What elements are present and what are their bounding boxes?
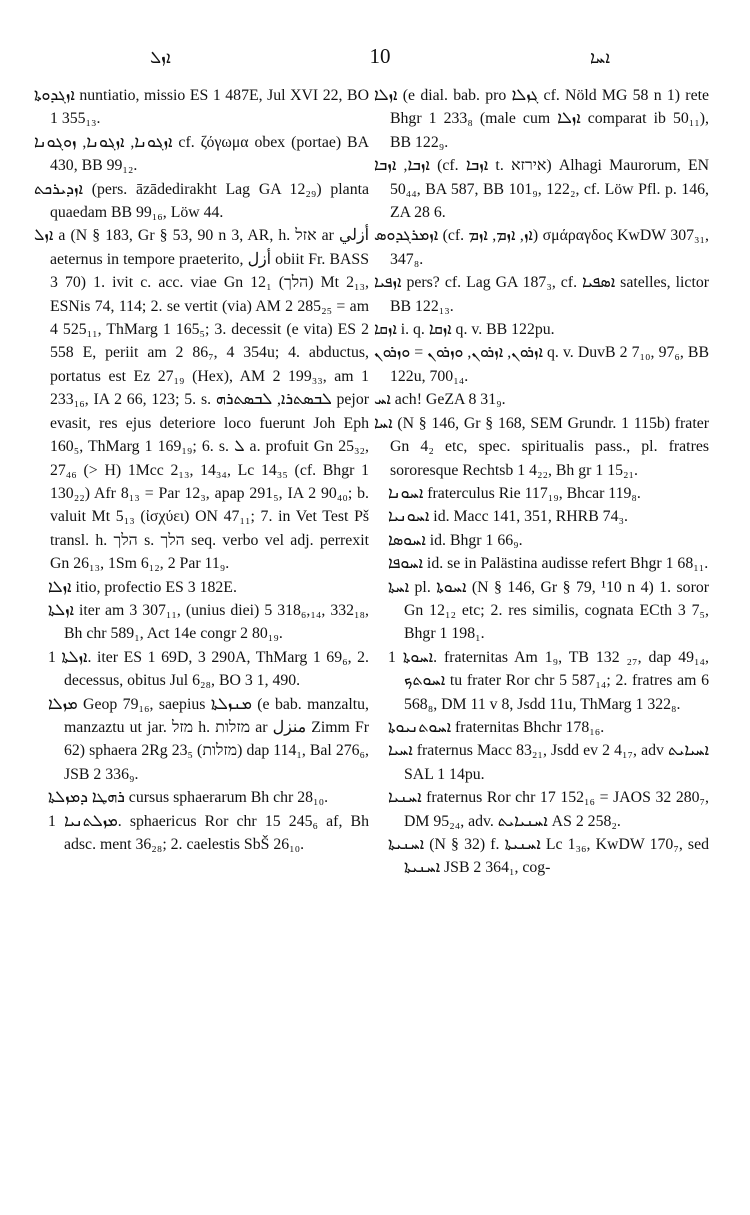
entry: ܐܙܡܪܓܕܘܣ (cf. ܐܙ, ܐܙܡ, ܐܙܡ) σμάραγδος KwDW 307₃₁, 347₈. xyxy=(374,227,709,268)
entry: ܐܚܝܐ fraternus Macc 83₂₁, Jsdd ev 2 4₁₇, adv ܐܚܝܐܝܬ SAL 1 14pu. xyxy=(388,742,709,783)
entry: ܡܙܠܬܢܝܐ 1. sphaericus Ror chr 15 245₆ af, Bh adsc. ment 36₂₈; 2. caelestis SbŠ 26₁₀. xyxy=(48,812,369,853)
entry: ܐܙܕܝܪܟܬ (pers. āzādedirakht Lag GA 12₂₉) planta quaedam BB 99₁₆, Löw 44. xyxy=(34,180,369,222)
entry: ܡܙܠܐ Geop 79₁₆, saepius ܡܢܙܠܬܐ (e bab. manzaltu, manzaztu ut jar. מזל h. מזלות ar منزل Zimm Fr 62) sphaera 2Rg 23₅ (מזלות) dap 114₁, Bal 276₆, JSB 2 336₉. xyxy=(48,695,369,783)
page-header xyxy=(150,44,610,74)
entry: ܐܙܪܘܢ, ܐܙܪܘܢ, ܘܙܪܘܢ = ܘܙܪܘܢ q. v. DuvB 2 7₁₀, 97₆, BB 122u, 700₁₄. xyxy=(374,344,709,385)
entry: ܐܙܠ a (N § 183, Gr § 53, 90 n 3, AR, h. אזל ar أزلي aeternus in tempore praeterito, أزل obiit Fr. BASS 3 70) 1. ivit c. acc. viae Gn 12₁ (הלך) Mt 2₁₃, ESNis 74, 114; 2. se vertit (via) AM 2 285₂₅ = am 4 525₁₁, ThMarg 1 165₅; 3. decessit (e vita) ES 2 558 E, periit am 2 86₇, 4 354u; 4. abductus, portatus est Ez 27₁₉ (Hex), AM 2 199₃₃, am 1 233₁₆, IA 2 66, 123; 5. s. ܠܒܣܬܪܐ, ܠܒܣܬܪܗ pejor evasit, res ejus deteriore loco fuerunt Joh Eph 160₅, ThMarg 1 169₁₉; 6. s. ܠ a. profuit Gn 25₃₂, 27₄₆ (> H) 1Mcc 2₁₃, 14₃₄, Lc 14₃₅ (cf. Bhgr 1 130₂₂) Afr 8₁₃ = Par 12₃, apap 291₅, IA 2 90₄₀; b. valuit Mt 5₁₃ (ἰσχύει) ON 47₁₁; 7. in Vet Test Pš transl. h. הלך s. הלך seq. verbo vel adj. perrexit Gn 26₁₃, 1Sm 6₁₂, 2 Par 11₉. xyxy=(34,227,369,573)
right-column xyxy=(374,84,709,1199)
entry: ܐܙܓܘܢܐ, ܐܙܓܘܢܐ, ܙܘܓܘܢܐ cf. ζόγωμα obex (portae) BA 430, BB 99₁₂. xyxy=(34,133,369,175)
entry: ܐܙܠܬܐ 1. iter ES 1 69D, 3 290A, ThMarg 1 69₆, 2. decessus, obitus Jul 6₂₈, BO 3 1, 490. xyxy=(48,648,369,690)
entry: ܐܚܘܣܐ id. Bhgr 1 66₉. xyxy=(388,531,523,549)
page-number: 10 xyxy=(369,44,391,68)
header-left-word: ܐܙܠ xyxy=(150,48,171,68)
entry: ܐܚܘܬܐ 1. fraternitas Am 1₉, TB 132 ₂₇, dap 49₁₄, ܐܚܘܬܟ tu frater Ror chr 5 587₁₄; 2. fratres am 6 568₈, DM 11 v 8, Jsdd 11u, ThMarg 1 322₈. xyxy=(388,648,709,713)
entry: ܐܚܘܬܢܝܘܬܐ fraternitas Bhchr 178₁₆. xyxy=(388,718,605,736)
entry: ܐܚܐ (N § 146, Gr § 168, SEM Grundr. 1 115b) frater Gn 4₂ etc, spec. spiritualis pass., pl. fratres sororesque Rechtsb 1 4₂₂, Bh gr 1 15₂₁. xyxy=(374,414,709,479)
entry: ܐܚܢܝܐ fraternus Ror chr 17 152₁₆ = JAOS 32 280₇, DM 95₂₄, adv. ܐܚܢܝܐܝܬ AS 2 258₂. xyxy=(388,789,709,830)
entry: ܐܙܒܐ, ܐܙܒܐ (cf. ܐܙܒܐ t. אירזא) Alhagi Maurorum, EN 50₄₄, BA 587, BB 101₉, 122₂, cf. Löw Pfl. p. 146, ZA 28 6. xyxy=(374,157,709,222)
entry: ܐܚܢܝܬܐ (N § 32) f. ܐܚܢܝܬܐ Lc 1₃₆, KwDW 170₇, sed ܐܚܢܝܬܐ JSB 2 364₁, cog- xyxy=(388,836,709,877)
entry: ܐܚ ach! GeZA 8 31₉. xyxy=(374,391,506,409)
entry: ܐܚܬܐ pl. ܐܚܘܬܐ (N § 146, Gr § 79, ¹10 n 4) 1. soror Gn 12₁₂ etc; 2. res similis, cognata ECth 3 7₅, Bhgr 1 198₁. xyxy=(388,578,709,643)
entry: ܐܙܠܬܐ iter am 3 307₁₁, (unius diei) 5 318₆,₁₄, 332₁₈, Bh chr 589₁, Act 14e congr 2 80₁₉. xyxy=(48,601,369,643)
left-column xyxy=(34,84,369,1199)
entry: ܐܚܘܢܝܐ id. Macc 141, 351, RHRB 74₃. xyxy=(388,508,628,526)
entry: ܐܙܠܐ (e dial. bab. pro ܓܙܠܐ cf. Nöld MG 58 n 1) rete Bhgr 1 233₈ (male cum ܐܙܠܐ comparat ib 50₁₁), BB 122₉. xyxy=(374,87,709,151)
entry: ܐܙܦܝܐ pers? cf. Lag GA 187₃, cf. ܐܣܦܝܐ satelles, lictor BB 122₁₃. xyxy=(374,274,709,315)
entry: ܪܗܛܐ ܕܡܙܠܬܐ cursus sphaerarum Bh chr 28₁₀. xyxy=(48,789,329,807)
entry: ܐܙܩܐ i. q. ܐܙܩܐ q. v. BB 122pu. xyxy=(374,321,555,339)
entry: ܐܚܘܢܐ fraterculus Rie 117₁₉, Bhcar 119₈. xyxy=(388,484,641,502)
entry: ܐܙܓܕܘܬܐ nuntiatio, missio ES 1 487E, Jul XVI 22, BO 1 355₁₃. xyxy=(34,87,369,128)
entry: ܐܙܠܐ itio, profectio ES 3 182E. xyxy=(48,578,237,596)
entry: ܐܚܘܦܐ id. se in Palästina audisse refert Bhgr 1 68₁₁. xyxy=(388,555,709,573)
header-right-word: ܐܚܐ xyxy=(590,48,610,68)
